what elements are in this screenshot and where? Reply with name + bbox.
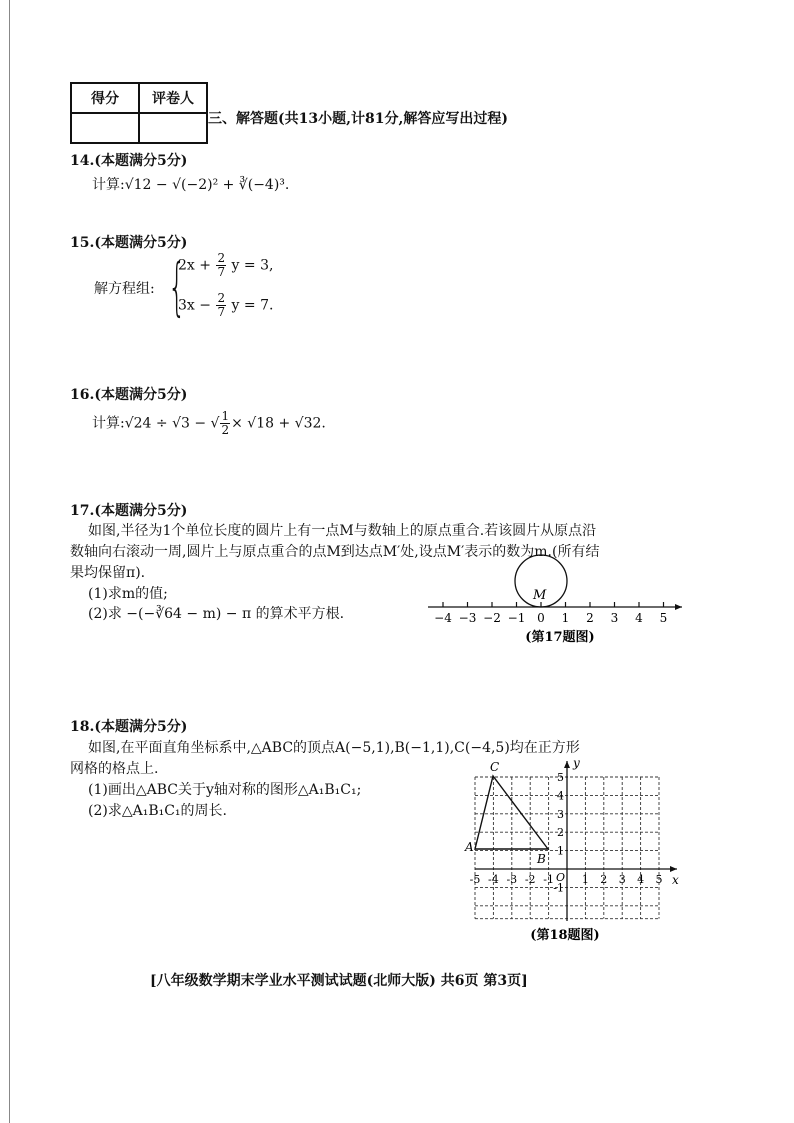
eq2-num: 2 <box>217 291 226 305</box>
number-line-tick-label: 3 <box>610 611 619 625</box>
number-line-tick-label: 4 <box>635 611 643 625</box>
q14-head: 14.(本题满分5分) <box>70 153 188 169</box>
number-line-tick-label: −3 <box>458 611 477 625</box>
score-label: 得分 <box>71 83 139 113</box>
eq2-left: 3x − <box>178 297 211 314</box>
x-tick-label: 1 <box>581 873 589 886</box>
q15-prefix: 解方程组: <box>94 281 155 297</box>
eq2-right: y = 7. <box>231 297 274 314</box>
eq2-fraction <box>216 292 226 319</box>
q18-head: 18.(本题满分5分) <box>70 719 188 735</box>
q14-expr: √12 − √(−2)² + ∛(−4)³. <box>124 177 290 193</box>
q16-expr-a: √24 ÷ √3 − √ <box>124 415 220 432</box>
section-title: 三、解答题(共13小题,计81分,解答应写出过程) <box>208 111 508 127</box>
number-line-tick-label: −2 <box>483 611 501 625</box>
number-line-tick-label: 2 <box>586 611 594 625</box>
eq1-fraction <box>216 252 226 279</box>
q16-prefix: 计算: <box>92 415 125 432</box>
grader-blank[interactable] <box>139 113 207 143</box>
number-line-tick-label: −4 <box>434 611 452 625</box>
y-tick-label: 4 <box>557 789 564 803</box>
q18-line2: 网格的格点上. <box>70 761 159 777</box>
q16-frac-num: 1 <box>221 409 230 423</box>
x-tick-label: -2 <box>524 873 536 886</box>
origin-label: O <box>556 871 566 884</box>
q14-prefix: 计算: <box>92 177 125 193</box>
q17-sub2: (2)求 −(−∛64 − m) − π 的算术平方根. <box>88 606 345 622</box>
y-tick-label: 3 <box>557 807 564 821</box>
eq1-left: 2x + <box>178 257 211 274</box>
y-tick-label: -1 <box>553 881 564 895</box>
point-m-label: M <box>533 588 547 603</box>
x-tick-label: -1 <box>543 873 554 886</box>
axis-ticks <box>470 771 663 894</box>
q17-line2: 数轴向右滚动一周,圆片上与原点重合的点M到达点M′处,设点M′表示的数为m.(所有结 <box>70 544 600 560</box>
eq1-right: y = 3, <box>231 257 274 274</box>
y-tick-label: 1 <box>557 844 564 858</box>
system-brace: { <box>168 250 186 323</box>
q14-line <box>92 174 289 194</box>
y-tick-label: 5 <box>557 771 564 784</box>
q17-sub1: (1)求m的值; <box>88 586 168 602</box>
q15-head: 15.(本题满分5分) <box>70 235 188 251</box>
vertex-a-label: A <box>465 840 474 854</box>
score-blank[interactable] <box>71 113 139 143</box>
x-tick-label: 3 <box>618 873 626 886</box>
x-axis-arrow-icon <box>670 866 677 872</box>
page-footer: [八年级数学期末学业水平测试试题(北师大版) 共6页 第3页] <box>150 973 528 989</box>
y-axis-label: y <box>573 756 580 770</box>
x-tick-label: 4 <box>637 873 645 886</box>
q17-line1: 如图,半径为1个单位长度的圆片上有一点M与数轴上的原点重合.若该圆片从原点沿 <box>88 523 597 539</box>
q18-line1: 如图,在平面直角坐标系中,△ABC的顶点A(−5,1),B(−1,1),C(−4,5)均在正方形 <box>88 740 580 756</box>
q17-figure <box>420 548 690 648</box>
q16-fraction <box>220 410 230 437</box>
eq2-den: 7 <box>217 305 226 319</box>
x-tick-label: -4 <box>488 873 499 886</box>
number-line-tick-label: −1 <box>507 611 526 625</box>
q18-figure <box>455 755 685 955</box>
q17-line3: 果均保留π). <box>70 565 146 581</box>
q18-sub1: (1)画出△ABC关于y轴对称的图形△A₁B₁C₁; <box>88 782 362 798</box>
vertex-b-label: B <box>537 852 546 866</box>
number-line-arrow-icon <box>675 604 682 610</box>
number-line-tick-label: 1 <box>561 611 570 625</box>
q17-caption: (第17题图) <box>525 630 595 645</box>
x-tick-label: 2 <box>600 873 608 886</box>
q18-sub2: (2)求△A₁B₁C₁的周长. <box>88 803 227 819</box>
q15-eq2 <box>178 292 273 319</box>
grader-label: 评卷人 <box>139 83 207 113</box>
number-line-tick-label: 5 <box>659 611 668 625</box>
x-axis-label: x <box>672 873 679 887</box>
q18-caption: (第18题图) <box>530 928 600 943</box>
eq1-den: 7 <box>217 265 226 279</box>
score-table <box>70 82 208 144</box>
q16-head: 16.(本题满分5分) <box>70 387 188 403</box>
q17-head: 17.(本题满分5分) <box>70 503 188 519</box>
q15-eq1 <box>178 252 273 279</box>
y-tick-label: 2 <box>557 826 564 840</box>
x-tick-label: -3 <box>506 873 518 886</box>
page-edge-line <box>9 0 10 1123</box>
eq1-num: 2 <box>217 251 226 265</box>
x-tick-label: 5 <box>655 873 663 886</box>
q16-frac-den: 2 <box>221 423 230 437</box>
number-line-tick-label: 0 <box>537 611 545 625</box>
vertex-c-label: C <box>490 760 500 774</box>
x-tick-label: -5 <box>469 873 481 886</box>
y-axis-arrow-icon <box>564 761 570 768</box>
q16-expr-b: × √18 + √32. <box>231 415 326 432</box>
q16-line <box>92 410 326 437</box>
